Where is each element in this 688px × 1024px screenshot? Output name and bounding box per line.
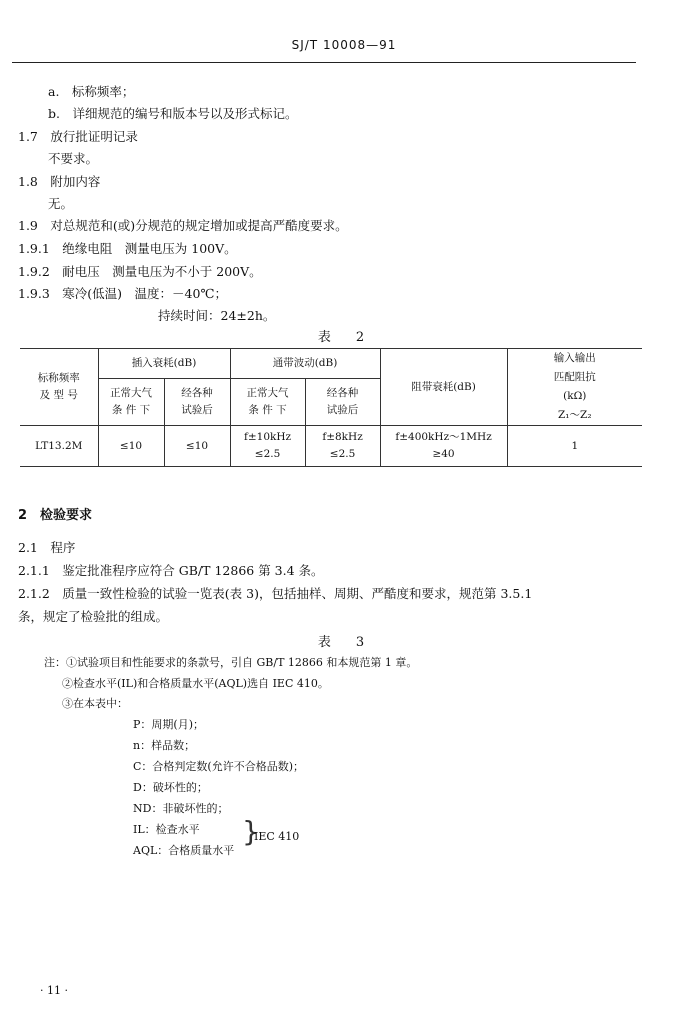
note-n: n：样品数；: [133, 739, 196, 752]
cell-ins-normal: ≤10: [98, 426, 164, 467]
table-row: [20, 426, 642, 467]
th-ins-normal: [98, 379, 164, 426]
clause-2-1-2-line2: 条，规定了检验批的组成。: [18, 609, 169, 624]
cell-pb-normal: [230, 426, 305, 467]
th-pb-normal-l1: 正常大气: [246, 387, 289, 400]
cell-ins-after: ≤10: [164, 426, 230, 467]
note-c: C：合格判定数(允许不合格品数)；: [133, 760, 304, 773]
cell-pb-after: [305, 426, 380, 467]
note-2: ②检查水平(IL)和合格质量水平(AQL)选自 IEC 410。: [62, 677, 329, 690]
clause-2-1: 2.1 程序: [18, 540, 76, 555]
cell-stop-f: f±400kHz～1MHz: [395, 431, 492, 443]
th-pb-normal-l2: 条 件 下: [248, 404, 287, 417]
clause-1-8-body: 无。: [48, 196, 74, 211]
clause-1-9-title: 1.9 对总规范和(或)分规范的规定增加或提高严酷度要求。: [18, 218, 348, 233]
th-io-line1: 输入输出: [553, 352, 596, 364]
note-nd: ND：非破坏性的；: [133, 802, 229, 815]
th-pb-normal: [230, 379, 305, 426]
th-io-line2: 匹配阻抗: [553, 371, 596, 383]
note-p: P：周期(月)；: [133, 718, 204, 731]
clause-1-9-3: 1.9.3 寒冷(低温) 温度：－40℃；: [18, 286, 227, 301]
clause-1-7-title: 1.7 放行批证明记录: [18, 129, 138, 144]
table-2-caption: 表 2: [317, 330, 371, 345]
clause-1-9-3-duration: 持续时间：24±2h。: [158, 308, 276, 323]
cell-stop-v: ≥40: [432, 448, 455, 460]
th-stopband: 阻带衰耗(dB): [380, 349, 507, 426]
note-il: IL：检查水平: [133, 823, 200, 836]
th-passband: 通带波动(dB): [230, 349, 380, 379]
table-2: [20, 348, 642, 467]
note-1: 注：①试验项目和性能要求的条款号，引自 GB/T 12866 和本规范第 1 章。: [44, 656, 418, 669]
table-3-caption: 表 3: [317, 635, 371, 650]
clause-1-9-1: 1.9.1 绝缘电阻 测量电压为 100V。: [18, 241, 237, 256]
th-io: [507, 349, 642, 426]
note-3: ③在本表中：: [62, 697, 128, 710]
th-pb-after-l2: 试验后: [326, 404, 359, 417]
th-model-line2: 及 型 号: [39, 389, 78, 401]
th-pb-after-l1: 经各种: [326, 387, 359, 400]
clause-2-1-2-line1: 2.1.2 质量一致性检验的试验一览表(表 3)，包括抽样、周期、严酷度和要求，规范第 3.5.1: [18, 586, 533, 601]
cell-pb-normal-v: ≤2.5: [254, 448, 281, 460]
th-model: [20, 349, 98, 426]
brace-icon: }: [242, 815, 260, 848]
cell-pb-after-v: ≤2.5: [329, 448, 356, 460]
th-pb-after: [305, 379, 380, 426]
note-iec: IEC 410: [254, 830, 300, 843]
section-2-title: 2 检验要求: [18, 508, 93, 523]
clause-2-1-1: 2.1.1 鉴定批准程序应符合 GB/T 12866 第 3.4 条。: [18, 563, 324, 578]
cell-model: LT13.2M: [20, 426, 98, 467]
clause-1-8-title: 1.8 附加内容: [18, 174, 101, 189]
th-ins-normal-l2: 条 件 下: [111, 404, 151, 417]
page-number: · 11 ·: [40, 984, 68, 997]
document-header: SJ/T 10008—91: [291, 38, 397, 52]
item-a: a. 标称频率；: [48, 84, 135, 99]
clause-1-7-body: 不要求。: [48, 151, 99, 166]
th-io-line4: Z₁～Z₂: [558, 409, 592, 421]
clause-1-9-2: 1.9.2 耐电压 测量电压为不小于 200V。: [18, 264, 262, 279]
note-aql: AQL：合格质量水平: [133, 844, 235, 857]
th-model-line1: 标称频率: [37, 372, 80, 384]
th-ins-normal-l1: 正常大气: [110, 387, 152, 400]
header-rule: [12, 62, 636, 63]
cell-impedance: 1: [507, 426, 642, 467]
th-ins-after-l2: 试验后: [181, 404, 213, 417]
cell-stopband: [380, 426, 507, 467]
th-io-line3: (kΩ): [563, 390, 587, 402]
cell-pb-after-f: f±8kHz: [322, 431, 363, 443]
th-insertion: 插入衰耗(dB): [98, 349, 230, 379]
th-ins-after-l1: 经各种: [181, 387, 213, 400]
th-ins-after: [164, 379, 230, 426]
note-d: D：破坏性的；: [133, 781, 208, 794]
item-b: b. 详细规范的编号和版本号以及形式标记。: [48, 106, 298, 121]
cell-pb-normal-f: f±10kHz: [243, 431, 292, 443]
